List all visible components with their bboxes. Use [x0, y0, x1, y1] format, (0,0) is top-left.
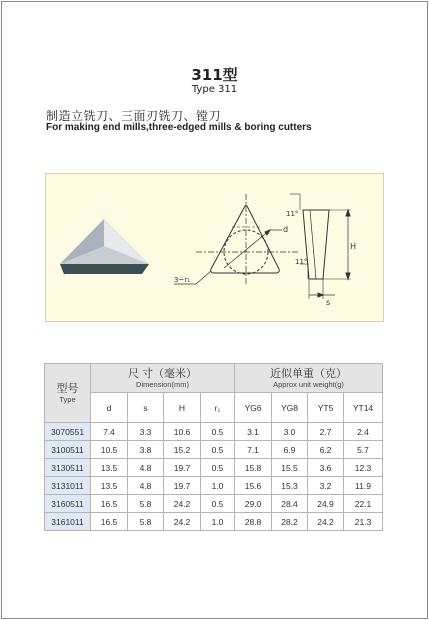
- column-header: YT14: [344, 393, 383, 423]
- front-view: [174, 194, 298, 284]
- value-cell: 1.0: [201, 513, 235, 531]
- value-cell: 5.8: [128, 495, 164, 513]
- value-cell: 22.1: [344, 495, 383, 513]
- value-cell: 15.5: [272, 459, 308, 477]
- value-cell: 0.5: [201, 441, 235, 459]
- value-cell: 3.8: [128, 441, 164, 459]
- value-cell: 6.9: [272, 441, 308, 459]
- value-cell: 21.3: [344, 513, 383, 531]
- table-row: [45, 441, 383, 459]
- value-cell: 0.5: [201, 459, 235, 477]
- column-header: r₁: [201, 393, 235, 423]
- table-row: [45, 423, 383, 441]
- figure-panel: [45, 173, 384, 322]
- value-cell: 15.3: [272, 477, 308, 495]
- label-angle-top: 11°: [286, 210, 299, 218]
- type-header: 型号 Type: [45, 364, 91, 423]
- value-cell: 3.2: [308, 477, 344, 495]
- value-cell: 7.1: [235, 441, 272, 459]
- value-cell: 19.7: [164, 477, 201, 495]
- value-cell: 10.5: [91, 441, 128, 459]
- value-cell: 11.9: [344, 477, 383, 495]
- value-cell: 5.8: [128, 513, 164, 531]
- value-cell: 4.8: [128, 459, 164, 477]
- column-header: s: [128, 393, 164, 423]
- insert-3d-render: [60, 219, 149, 274]
- table-row: [45, 477, 383, 495]
- label-H: H: [350, 242, 357, 251]
- value-cell: 7.4: [91, 423, 128, 441]
- weight-header: 近似单重（克） Approx unit weight(g): [235, 364, 383, 393]
- value-cell: 3.1: [235, 423, 272, 441]
- value-cell: 12.3: [344, 459, 383, 477]
- value-cell: 3.6: [308, 459, 344, 477]
- value-cell: 3.3: [128, 423, 164, 441]
- page-subtitle: Type 311: [191, 84, 238, 95]
- value-cell: 2.7: [308, 423, 344, 441]
- column-header: H: [164, 393, 201, 423]
- specification-table: [44, 363, 383, 531]
- value-cell: 29.0: [235, 495, 272, 513]
- type-code-cell: 3160511: [45, 495, 91, 513]
- value-cell: 24.2: [164, 495, 201, 513]
- value-cell: 3.0: [272, 423, 308, 441]
- insert-drawing: [46, 174, 383, 321]
- table-body: [45, 423, 383, 531]
- table-header-row: [45, 364, 383, 393]
- dimension-header: 尺 寸（毫米） Dimension(mm): [91, 364, 235, 393]
- value-cell: 2.4: [344, 423, 383, 441]
- value-cell: 16.5: [91, 513, 128, 531]
- label-angle-bottom: 11°: [295, 258, 308, 266]
- table-row: [45, 459, 383, 477]
- type-code-cell: 3131011: [45, 477, 91, 495]
- value-cell: 13.5: [91, 459, 128, 477]
- description-chinese: 制造立铣刀、三面刃铣刀、镗刀: [46, 109, 222, 123]
- value-cell: 15.6: [235, 477, 272, 495]
- label-d: d: [283, 225, 289, 234]
- value-cell: 0.5: [201, 495, 235, 513]
- value-cell: 28.2: [272, 513, 308, 531]
- description-english: For making end mills,three-edged mills & boring cutters: [46, 122, 312, 133]
- table-row: [45, 495, 383, 513]
- value-cell: 5.7: [344, 441, 383, 459]
- page-title: 311型: [191, 66, 238, 84]
- side-view: [290, 194, 351, 299]
- table-subheader-row: [45, 393, 383, 423]
- column-header: YG8: [272, 393, 308, 423]
- value-cell: 24.2: [164, 513, 201, 531]
- column-header: YG6: [235, 393, 272, 423]
- type-code-cell: 3070551: [45, 423, 91, 441]
- value-cell: 15.8: [235, 459, 272, 477]
- value-cell: 4.8: [128, 477, 164, 495]
- value-cell: 1.0: [201, 477, 235, 495]
- label-s: s: [326, 298, 331, 307]
- value-cell: 13.5: [91, 477, 128, 495]
- value-cell: 28.4: [272, 495, 308, 513]
- value-cell: 16.5: [91, 495, 128, 513]
- value-cell: 6.2: [308, 441, 344, 459]
- column-header: d: [91, 393, 128, 423]
- value-cell: 15.2: [164, 441, 201, 459]
- value-cell: 28.8: [235, 513, 272, 531]
- value-cell: 10.6: [164, 423, 201, 441]
- value-cell: 24.2: [308, 513, 344, 531]
- type-code-cell: 3130511: [45, 459, 91, 477]
- column-header: YT5: [308, 393, 344, 423]
- type-code-cell: 3161011: [45, 513, 91, 531]
- label-radius: 3~r₁: [174, 276, 191, 284]
- table-row: [45, 513, 383, 531]
- value-cell: 19.7: [164, 459, 201, 477]
- type-code-cell: 3100511: [45, 441, 91, 459]
- value-cell: 24.9: [308, 495, 344, 513]
- value-cell: 0.5: [201, 423, 235, 441]
